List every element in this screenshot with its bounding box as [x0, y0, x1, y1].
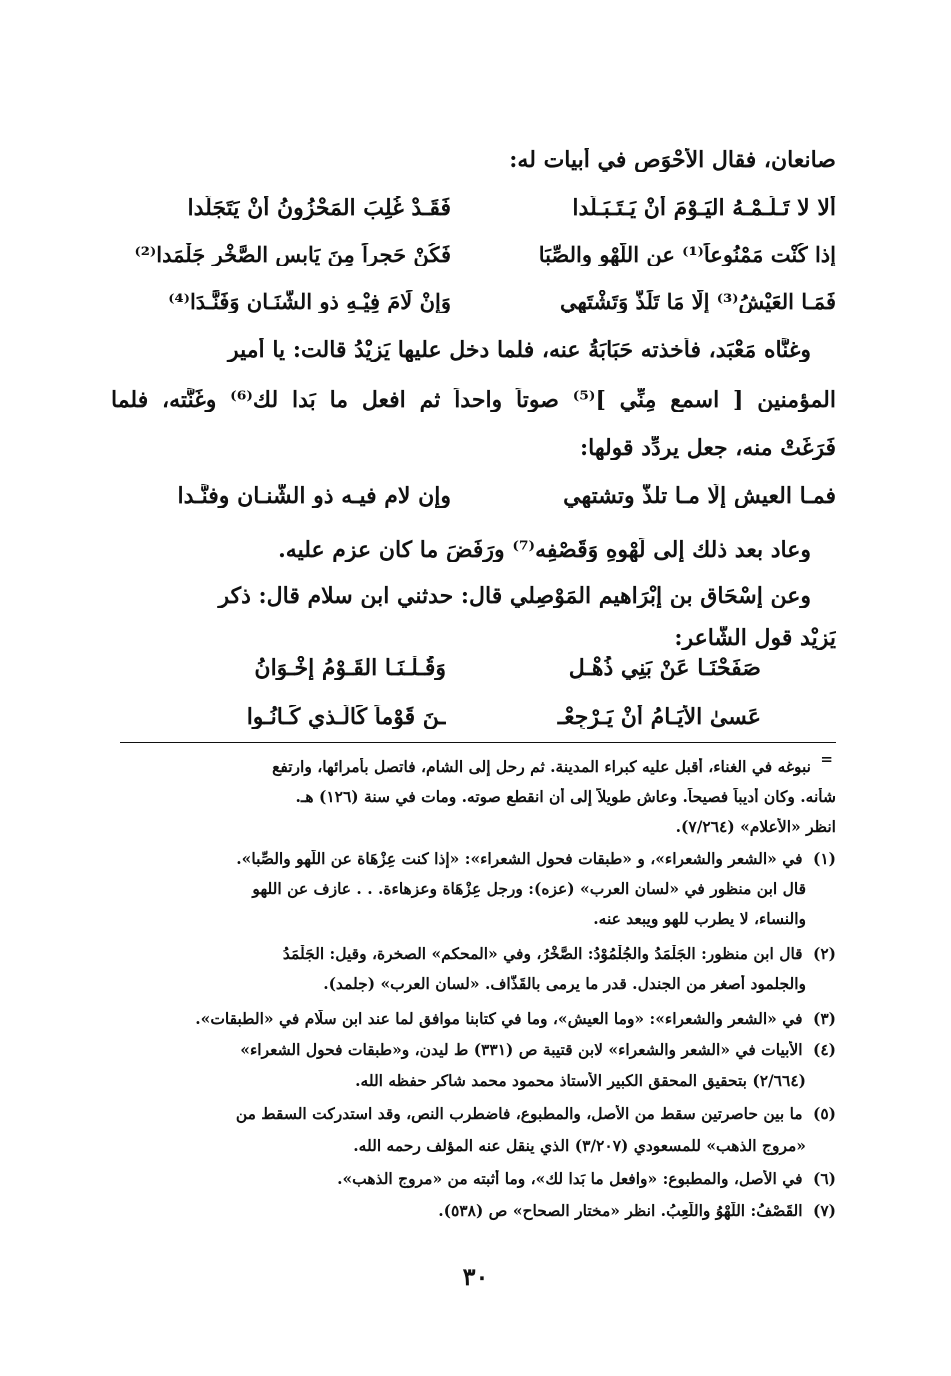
- footnote-cont-line1: نبوغه في الغناء، أقبل عليه كبراء المدينة. ثم رحل إلى الشام، فاتصل بأمرائها، وارتفع: [272, 758, 811, 776]
- page-number: ٣٠: [462, 1262, 489, 1291]
- footnote-7-number: (٧): [812, 1202, 836, 1220]
- poem1-verse3-right: فَمَـا العَيْشُ⁽³⁾ إلَّا مَا تَلَذُّ وَتَشْتَهي: [559, 290, 836, 314]
- footnote-1: [111, 850, 836, 869]
- footnote-2: [111, 945, 836, 964]
- footnote-6: [111, 1170, 836, 1189]
- footnote-3-number: (٣): [812, 1010, 836, 1028]
- poem2-verse-left: وإن لام فيـه ذو الشَّنـان وفنَّـدا: [177, 484, 451, 509]
- para1-line1: وغنَّاه مَعْبَد، فأخذته حَبَابَةُ عنه، فلما دخل عليها يَزِيْدُ قالت: يا أمير: [228, 338, 811, 363]
- intro-line: صانعان، فقال الأحْوَص في أبيات له:: [509, 148, 836, 173]
- footnote-2-number: (٢): [812, 945, 836, 963]
- poem3-verse2-right: عَسىٰ الأيَـامُ أنْ يَـرْجِعْـ: [557, 705, 761, 730]
- poem3-verse1-left: وَقُـلْـنَـا القَـوْمُ إِخْـوَانُ: [254, 656, 446, 681]
- footnote-6-line1: في الأصل، والمطبوع: «وافعل ما بَدا لك»، وما أثبته من «مروج الذهب».: [337, 1170, 803, 1188]
- para2-line3: يَزِيْد قول الشَّاعر:: [674, 626, 836, 651]
- para2-line1: وعاد بعد ذلك إلى لَهْوِهِ وَقَصْفِه⁽⁷⁾ ورَفَضَ ما كان عزم عليه.: [278, 538, 811, 563]
- footnote-3: [111, 1010, 836, 1029]
- footnote-4-line2: (٢/٦٦٤) بتحقيق المحقق الكبير الأستاذ محمود محمد شاكر حفظه الله.: [355, 1072, 806, 1090]
- footnote-cont-line2: شأنه. وكان أديباً فصيحاً. وعاش طويلاً إلى أن انقطع صوته. ومات في سنة (١٢٦) هـ.: [295, 788, 836, 806]
- para1-line2: المؤمنين [ اسمع مِنِّي ]⁽⁵⁾ صوتاً واحداً ثم افعل ما بَدا لك⁽⁶⁾ وغَنَّته، فلما: [111, 388, 836, 413]
- poem1-verse2-right: إذا كُنْت مَمْنُوعاً⁽¹⁾ عن اللَّهْو والصِّبَا: [538, 243, 836, 267]
- footnote-2-line1: قال ابن منظور: الجَلْمَدُ والجُلْمُوْدُ: الصَّخْرُ، وفي «المحكم» الصخرة، وقيل: الجَلْمَدُ: [282, 945, 803, 963]
- footnote-4-number: (٤): [812, 1041, 836, 1059]
- footnote-separator: [120, 742, 836, 743]
- footnote-1-line1: في «الشعر والشعراء»، و «طبقات فحول الشعراء»: «إذا كنت عِزْهَاة عن اللَّهو والصِّبا».: [236, 850, 803, 868]
- footnote-6-number: (٦): [812, 1170, 836, 1188]
- poem3-verse1-right: صَفَحْنَـا عَنْ بَنِي ذُهْـلٍ: [568, 656, 761, 681]
- poem1-verse1-left: فَقَـدْ غُلِبَ المَحْزُونُ أنْ يَتَجَلَّدا: [187, 196, 451, 221]
- poem1-verse2-left: فَكُنْ حَجراً مِنَ يَابس الصَّخْرِ جَلْمَدا⁽²⁾: [134, 243, 451, 267]
- footnote-1-line3: والنساء، لا يطرب للهو ويبعد عنه.: [593, 910, 806, 928]
- footnote-1-number: (١): [812, 850, 836, 868]
- footnote-3-line1: في «الشعر والشعراء»: «وما العيش»، وما في كتابنا موافق لما عند ابن سلَّام في «الطبقات».: [195, 1010, 803, 1028]
- poem2-verse-right: فمـا العيش إلَّا مـا تلذُّ وتشتهي: [563, 484, 836, 509]
- footnote-continuation-mark: =: [820, 750, 833, 768]
- para2-line2: وعن إسْحَاق بن إبْرَاهيم المَوْصِلي قال: حدثني ابن سلام قال: ذكر: [218, 584, 811, 609]
- footnote-7: [111, 1202, 836, 1221]
- footnote-cont-line3: انظر «الأعلام» (٧/٢٦٤).: [675, 818, 836, 836]
- footnote-5-line1: ما بين حاصرتين سقط من الأصل، والمطبوع، فاضطرب النص، وقد استدركت السقط من: [235, 1105, 803, 1123]
- footnote-5-number: (٥): [812, 1105, 836, 1123]
- footnote-4: [111, 1041, 836, 1060]
- footnote-5: [111, 1105, 836, 1124]
- para1-line3: فَرَغَتْ منه، جعل يردِّد قولها:: [580, 436, 836, 461]
- footnote-1-line2: قال ابن منظور في «لسان العرب» (عزه): ورجل عِزْهَاة وعزهاءة. . . عازف عن اللهو: [252, 880, 806, 898]
- footnote-4-line1: الأبيات في «الشعر والشعراء» لابن قتيبة ص (٣٣١) ط ليدن، و«طبقات فحول الشعراء»: [240, 1041, 803, 1059]
- footnote-2-line2: والجلمود أصغر من الجندل. قدر ما يرمى بالقَذَّاف. «لسان العرب» (جلمد).: [323, 975, 806, 993]
- poem1-verse1-right: ألا لا تَـلُـمْـهُ اليَـوْمَ أنْ يَـتَـبَـلَّدا: [572, 196, 836, 221]
- footnote-7-line1: القَصْفُ: اللَّهْوُ واللَّعِبُ. انظر «مختار الصحاح» ص (٥٣٨).: [438, 1202, 803, 1220]
- poem1-verse3-left: وَإِنْ لَامَ فِيْـهِ ذو الشَّنَـان وَفَنَّـدَا⁽⁴⁾: [168, 290, 451, 314]
- poem3-verse2-left: ـنَ قَوْماً كَالَّـذي كَـانُـوا: [246, 705, 446, 730]
- footnote-5-line2: «مروج الذهب» للمسعودي (٣/٢٠٧) الذي ينقل عنه المؤلف رحمه الله.: [353, 1137, 806, 1155]
